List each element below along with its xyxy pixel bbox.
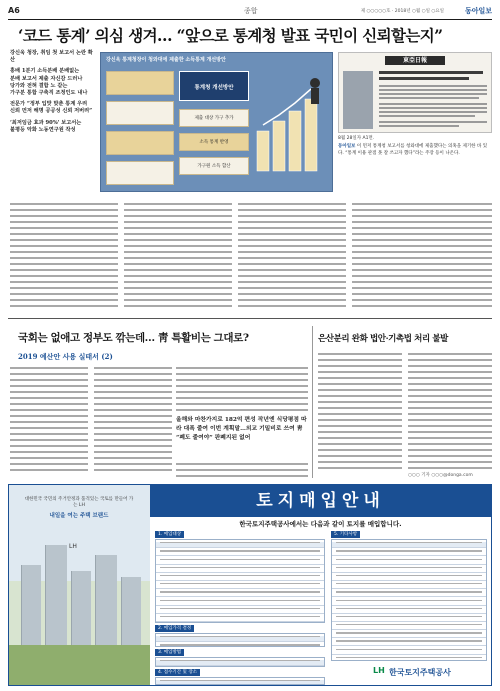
lh-logo-icon: LH: [373, 666, 385, 675]
text-line: [10, 302, 118, 308]
infographic-figure-illustration: [251, 73, 329, 183]
clipping-quote-text: 이 먼저 통계청 보고서를 청와대에 제출했다는 의혹을 제기한 바 있다. “통계 이용 관점 못 잘 쓰고자 했다”라는 주장 등이 나온다.: [338, 144, 488, 156]
story3-byline: ○○○ 기자 ○○○@donga.com: [408, 473, 473, 478]
section-divider: [8, 318, 492, 319]
table-row: [332, 567, 486, 573]
lead-body-column: [352, 200, 492, 312]
table-row: [332, 542, 486, 548]
ad-table: [155, 657, 325, 667]
table-row: [332, 600, 486, 606]
lead-body-column: [124, 200, 232, 312]
page-number: A6: [8, 6, 20, 15]
clipping-quote: [338, 144, 492, 157]
table-row: [332, 649, 486, 655]
table-row: [332, 559, 486, 565]
story3-body-column: [318, 350, 402, 470]
table-row: [156, 616, 324, 622]
story2-kicker: 2019 예산안 사용 실태서 (2): [18, 352, 113, 361]
infographic-label-box: 가구원 소득 합산: [179, 157, 249, 175]
subdeck-line: 홍배 1분기 소득분배 분배없는: [10, 68, 80, 75]
table-row: [332, 583, 486, 589]
ad-brand-mark: LH: [69, 543, 77, 550]
story2-body-column: [94, 364, 172, 476]
table-row: [332, 550, 486, 556]
story2-body-column: [176, 460, 308, 478]
ad-title: 토지매입안내: [150, 485, 491, 517]
clipping-caption: 8월 28일자 A1면.: [338, 136, 375, 141]
table-row: [332, 591, 486, 597]
table-row: [156, 644, 324, 647]
building-shape: [71, 571, 91, 655]
right-column: [338, 52, 492, 157]
column-divider: [312, 326, 313, 478]
text-line: [318, 464, 402, 470]
subdeck-line: 신뢰 먼저 해명 공공성 신뢰 저버려”: [10, 108, 93, 115]
table-row: [156, 591, 324, 597]
text-line: [408, 464, 492, 470]
subdeck-line: ‘최저임금 효과 90%’ 보고서는: [10, 119, 82, 126]
building-shape: [45, 545, 67, 655]
table-row: [332, 608, 486, 614]
ad-section-tab: 4. 접수기간 및 장소: [155, 669, 200, 676]
story2-body-column: [252, 364, 308, 412]
text-line: [124, 302, 232, 308]
story3-body-column: [408, 350, 492, 470]
subdeck-line: 불평등 악화 노동연구원 작성: [10, 126, 76, 133]
lead-body-column: [10, 200, 118, 312]
infographic-box: [106, 101, 174, 125]
table-row: [332, 657, 486, 661]
table-row: [332, 575, 486, 581]
ad-section-tab: 5. 기타사항: [331, 531, 360, 538]
lh-logo-text: 한국토지주택공사: [389, 668, 451, 677]
lead-body-column: [238, 200, 346, 312]
lead-subdeck: [10, 50, 94, 134]
trees-shape: [9, 645, 150, 685]
text-line: [176, 472, 308, 478]
clipping-masthead: 東亞日報: [385, 56, 445, 65]
text-line: [94, 466, 172, 472]
subdeck-line: 가구분 통합 구축직 조정인도 내나: [10, 90, 88, 97]
ad-apartment-photo: [9, 485, 150, 685]
text-line: [238, 302, 346, 308]
text-line: [352, 302, 492, 308]
table-row: [332, 624, 486, 630]
lh-land-purchase-ad: [8, 484, 492, 686]
ad-section-tab: 1. 매입대상: [155, 531, 184, 538]
subdeck-line: 강신욱 청장, 취임 첫 보고서 논란 확산: [10, 50, 93, 64]
table-row: [156, 583, 324, 589]
infographic-label-box: 제출 대상 가구 추가: [179, 109, 249, 127]
infographic-label-box: 소득 통계 반영: [179, 133, 249, 151]
table-row: [332, 632, 486, 638]
ad-table: [155, 677, 325, 685]
table-row: [156, 660, 324, 666]
infographic-center-label: 통계청 개선방안: [194, 85, 234, 91]
infographic-title: 강신욱 통계청장이 청와대에 제출한 소득통계 개선방안: [106, 57, 226, 63]
story2-body-column: [10, 364, 88, 476]
subdeck-line: 전문가 “정부 입맛 맞춘 통계 우려: [10, 101, 88, 108]
infographic-center-box: [179, 71, 249, 101]
page-header: [8, 6, 492, 20]
infographic-box: [106, 131, 174, 155]
section-label: 종합: [244, 7, 258, 15]
table-row: [156, 680, 324, 685]
ad-table: [331, 539, 487, 661]
subdeck-line: 분배 보고서 제출 자신감 드러나: [10, 75, 83, 82]
lead-infographic: [100, 52, 333, 192]
building-shape: [95, 555, 117, 655]
table-row: [156, 600, 324, 606]
table-row: [156, 608, 324, 614]
ad-brand-label: 내일을 여는 주택 브랜드: [49, 513, 109, 519]
table-row: [156, 575, 324, 581]
building-shape: [121, 577, 141, 655]
ad-subtitle: 한국토지주택공사에서는 다음과 같이 토지를 매입합니다.: [239, 520, 402, 528]
issue-date: 제 ○○○○○호 · 2018년 ○월 ○일 ○요일: [360, 9, 444, 14]
clipping-photo: [343, 71, 373, 129]
table-row: [156, 636, 324, 642]
table-row: [156, 567, 324, 573]
infographic-box: [106, 71, 174, 95]
ad-table: [155, 633, 325, 647]
building-shape: [21, 565, 41, 655]
table-row: [156, 550, 324, 556]
ad-section-tab: 2. 매입가격 결정: [155, 625, 194, 632]
infographic-box: [106, 161, 174, 185]
table-row: [332, 616, 486, 622]
text-line: [10, 466, 88, 472]
table-row: [332, 640, 486, 646]
story3-headline: 은산분리 완화 법안·기촉법 처리 불발: [318, 334, 448, 344]
ad-table: [155, 539, 325, 623]
subdeck-line: 당가와 전혀 결합 노 같는: [10, 82, 68, 89]
table-row: [156, 559, 324, 565]
lead-headline: ‘코드 통계’ 의심 생겨… “앞으로 통계청 발표 국민이 신뢰할는지”: [18, 26, 443, 45]
story2-headline: 국회는 없애고 정부도 깎는데… 靑 특활비는 그대로?: [18, 332, 249, 344]
story2-pull-quote: 올해와 마찬가지로 182억 편성 작년엔 식당평점 따라 대폭 줄여 이번 계획말…외교 기밀비로 쓰여 靑 “폐도 줄여야” 판폐지된 없어: [176, 417, 307, 441]
ad-section-tab: 3. 매입방법: [155, 649, 184, 656]
table-row: [156, 542, 324, 548]
ad-tagline: 대한민국 국민의 주거안정과 품격있는 국토를 만들어 가는 LH: [24, 497, 134, 508]
paper-name: 동아일보: [464, 7, 492, 15]
newspaper-clipping-image: [338, 52, 492, 133]
clipping-quote-label: 동아일보: [338, 144, 356, 149]
